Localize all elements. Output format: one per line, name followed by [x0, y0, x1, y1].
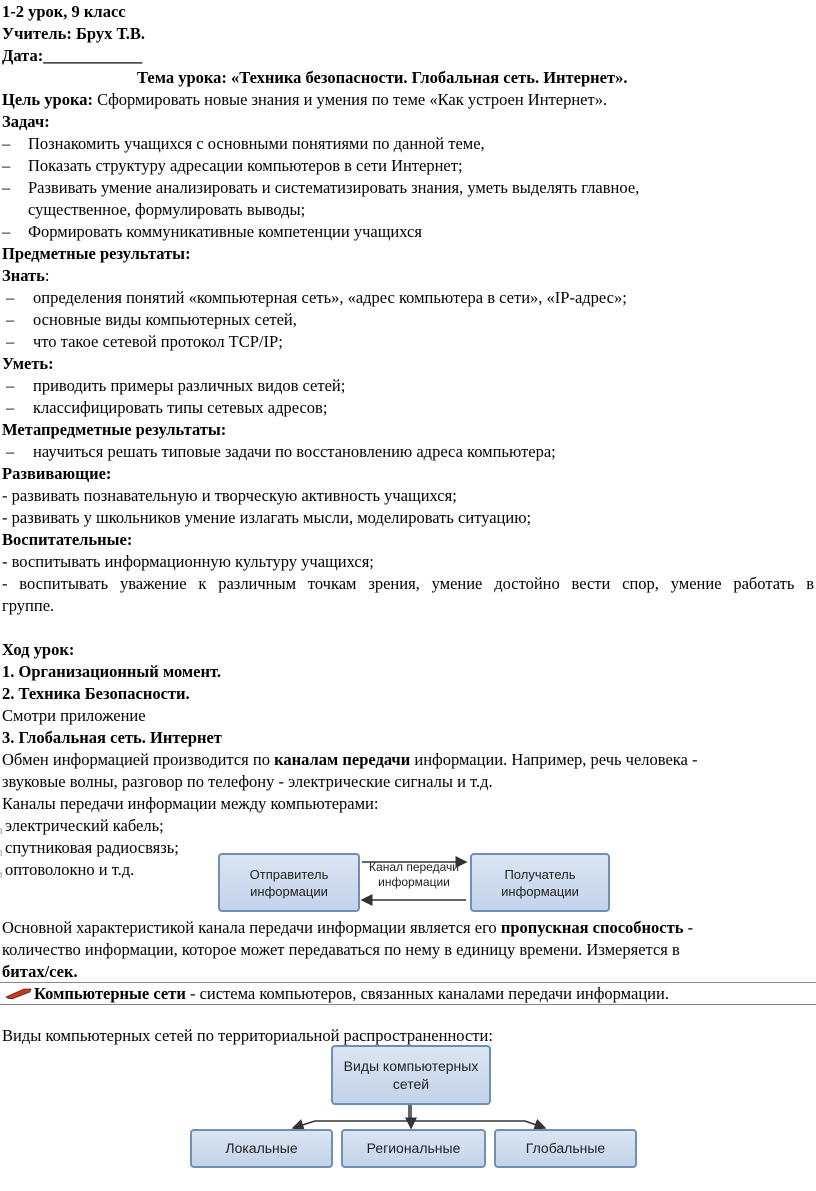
pen-icon	[4, 985, 34, 1005]
task-dash: –	[2, 134, 11, 153]
developing-item: - развивать у школьников умение излагать мысли, моделировать ситуацию;	[2, 508, 532, 527]
can-label: Уметь:	[2, 354, 54, 373]
sender-box: Отправитель информации	[218, 853, 360, 912]
throughput-paragraph: Основной характеристикой канала передачи информации является его пропускная способность -	[2, 918, 694, 937]
educational-item: - воспитывать уважение к различным точкам зрения, умение достойно вести спор, умение работать в	[2, 574, 814, 593]
subject-results-heading: Предметные результаты:	[2, 244, 191, 263]
meta-results-heading: Метапредметные результаты:	[2, 420, 227, 439]
lesson-line: 1-2 урок, 9 класс	[2, 2, 126, 21]
channels-term: каналам передачи	[274, 750, 411, 769]
bullet-icon: Ï	[0, 828, 3, 836]
local-networks-box: Локальные	[190, 1129, 333, 1168]
network-types-root-box: Виды компьютерных сетей	[331, 1045, 491, 1105]
throughput-term: пропускная способность	[500, 918, 684, 937]
channel-label: Канал передачи информации	[369, 860, 459, 889]
goal-label: Цель урока:	[2, 90, 93, 109]
see-appendix: Смотри приложение	[2, 706, 146, 725]
task-dash: –	[2, 156, 11, 175]
know-label: Знать:	[2, 266, 50, 285]
tasks-heading: Задач:	[2, 112, 50, 131]
topic-line: Тема урока: «Техника безопасности. Глобальная сеть. Интернет».	[137, 68, 628, 87]
global-networks-box: Глобальные	[494, 1129, 637, 1168]
bullet-icon: Ï	[0, 850, 3, 858]
task-text: Развивать умение анализировать и систематизировать знания, уметь выделять главное,	[28, 178, 640, 197]
teacher-line: Учитель: Брух Т.В.	[2, 24, 146, 43]
definition-term: Компьютерные сети	[34, 984, 186, 1003]
developing-heading: Развивающие:	[2, 464, 112, 483]
task-dash: –	[2, 222, 11, 241]
educational-item: группе.	[2, 596, 55, 615]
regional-networks-box: Региональные	[341, 1129, 486, 1168]
task-text: Формировать коммуникативные компетенции учащихся	[28, 222, 422, 241]
task-dash: –	[2, 178, 11, 197]
goal-text: Сформировать новые знания и умения по теме «Как устроен Интернет».	[92, 90, 608, 109]
task-text-continuation: существенное, формулировать выводы;	[28, 200, 306, 219]
date-label: Дата:	[2, 46, 44, 65]
task-text: Познакомить учащихся с основными понятиями по данной теме,	[28, 134, 485, 153]
throughput-paragraph: количество информации, которое может передаваться по нему в единицу времени. Измеряется в	[2, 940, 680, 959]
divider	[0, 982, 816, 983]
paragraph: Обмен информацией производится по каналам передачи информации. Например, речь человека -	[2, 750, 698, 769]
tree-arrow	[293, 1121, 315, 1128]
educational-item: - воспитывать информационную культуру учащихся;	[2, 552, 374, 571]
developing-item: - развивать познавательную и творческую активность учащихся;	[2, 486, 457, 505]
bullet-icon: Ï	[0, 872, 3, 880]
paragraph: звуковые волны, разговор по телефону - электрические сигналы и т.д.	[2, 772, 493, 791]
date-blank: ____________	[43, 46, 143, 65]
task-text: Показать структуру адресации компьютеров в сети Интернет;	[28, 156, 463, 175]
educational-heading: Воспитательные:	[2, 530, 133, 549]
course-step: 3. Глобальная сеть. Интернет	[2, 728, 222, 747]
divider	[0, 1004, 816, 1005]
course-heading: Ход урок:	[2, 640, 75, 659]
receiver-box: Получатель информации	[470, 853, 610, 912]
definition-line: Компьютерные сети - система компьютеров, связанных каналами передачи информации.	[34, 984, 669, 1003]
throughput-unit: битах/сек.	[2, 962, 78, 981]
tree-arrow	[525, 1121, 545, 1128]
course-step: 1. Организационный момент.	[2, 662, 221, 681]
types-intro: Виды компьютерных сетей по территориальной распространенности:	[2, 1026, 493, 1045]
channels-intro: Каналы передачи информации между компьютерами:	[2, 794, 379, 813]
course-step: 2. Техника Безопасности.	[2, 684, 190, 703]
